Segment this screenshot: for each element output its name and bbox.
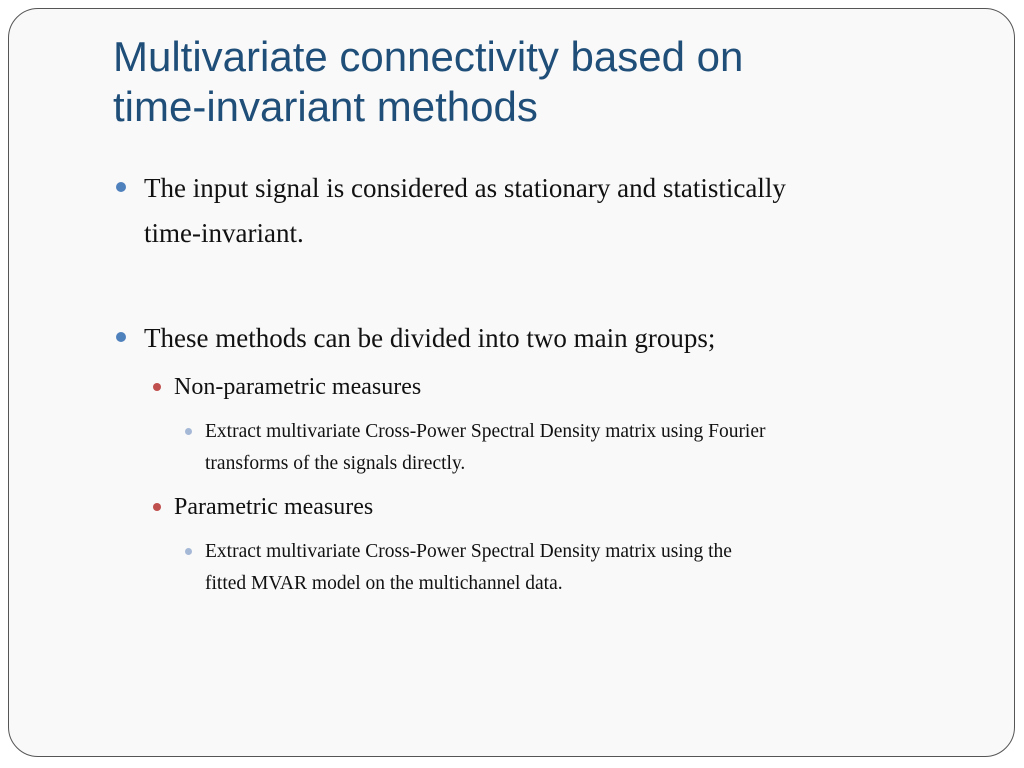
detail-fourier (205, 416, 995, 480)
bullet-line: time-invariant. (144, 218, 304, 248)
sub-bullet-dot-icon (153, 383, 161, 391)
bullet-line: Parametric measures (174, 494, 374, 520)
bullet-line: Extract multivariate Cross-Power Spectral Density matrix using Fourier (205, 421, 766, 442)
detail-bullet-dot-icon (185, 428, 192, 435)
bullet-two-groups (144, 316, 1004, 361)
sub-bullet-non-parametric (174, 372, 994, 402)
bullet-line: Extract multivariate Cross-Power Spectral Density matrix using the (205, 541, 732, 562)
bullet-line: The input signal is considered as stationary and statistically (144, 173, 786, 203)
bullet-line: transforms of the signals directly. (205, 453, 466, 474)
bullet-line: These methods can be divided into two main groups; (144, 323, 716, 353)
bullet-line: Non-parametric measures (174, 374, 422, 400)
bullet-dot-icon (116, 182, 126, 192)
sub-bullet-dot-icon (153, 503, 161, 511)
sub-bullet-parametric (174, 492, 994, 522)
title-line-2: time-invariant methods (113, 83, 538, 130)
bullet-stationary (144, 166, 1004, 256)
bullet-line: fitted MVAR model on the multichannel data. (205, 573, 563, 594)
detail-bullet-dot-icon (185, 548, 192, 555)
detail-mvar (205, 536, 995, 600)
bullet-dot-icon (116, 332, 126, 342)
title-line-1: Multivariate connectivity based on (113, 33, 744, 80)
